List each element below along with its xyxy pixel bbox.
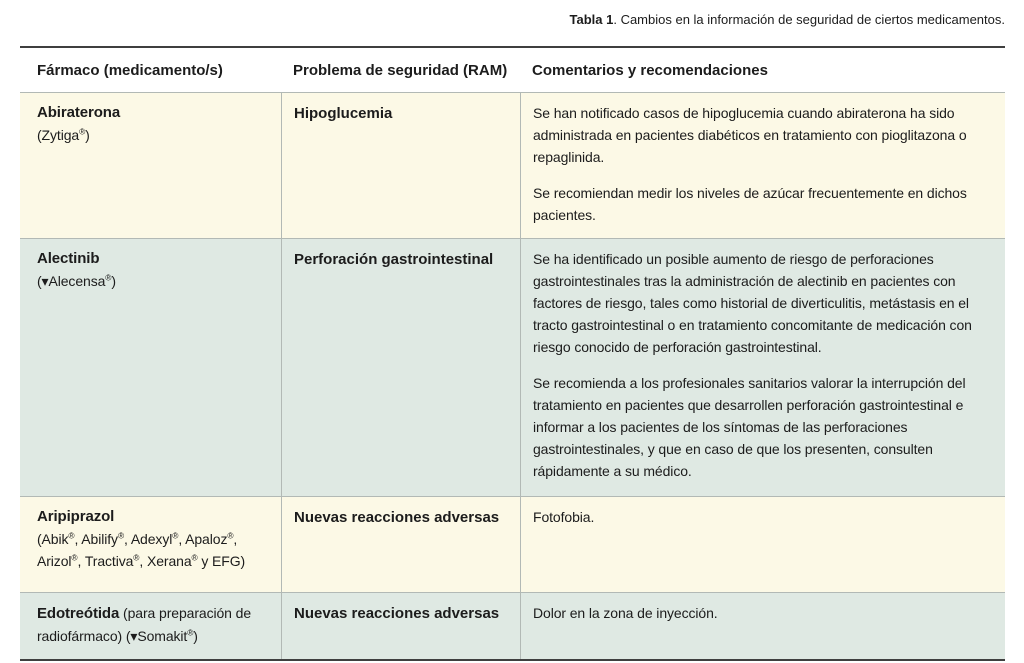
drug-cell — [20, 239, 281, 496]
safety-problem: Hipoglucemia — [294, 105, 393, 122]
drug-cell — [20, 593, 281, 659]
comments-cell — [520, 593, 1005, 659]
safety-problem: Perforación gastrointestinal — [294, 251, 494, 268]
safety-problem-cell — [281, 93, 520, 238]
comment-paragraph: Se recomiendan medir los niveles de azúcar frecuentemente en dichos pacientes. — [533, 185, 967, 223]
comment-paragraph: Se recomienda a los profesionales sanitarios valorar la interrupción del tratamiento en pacientes que desarrollen perforación gastrointestinal e informar a los pacientes de los síntomas de las perforaciones gastrointestinales, y que en caso de que los presenten, consulten rápidamente a su médico. — [533, 375, 966, 479]
table-header-row — [20, 48, 1005, 92]
drug-name: Alectinib — [37, 250, 100, 267]
drug-name: Abiraterona — [37, 104, 121, 121]
drug-name: Edotreótida — [37, 605, 120, 622]
table-row-aripiprazol — [20, 496, 1005, 592]
comment-paragraph: Dolor en la zona de inyección. — [533, 605, 718, 621]
drug-brand-names: (▾Alecensa®) — [37, 272, 116, 289]
medication-safety-table — [20, 46, 1005, 661]
table-row-alectinib — [20, 238, 1005, 496]
safety-problem: Nuevas reacciones adversas — [294, 605, 500, 622]
comments-cell — [520, 93, 1005, 238]
comment-paragraph: Se han notificado casos de hipoglucemia cuando abiraterona ha sido administrada en pacientes diabéticos en tratamiento con pioglitazona o repaglinida. — [533, 105, 967, 165]
table-row-edotreotida — [20, 592, 1005, 659]
table-caption-text: . Cambios en la información de seguridad de ciertos medicamentos. — [613, 12, 1005, 27]
comments-cell — [520, 497, 1005, 592]
header-cell-problema: Problema de seguridad (RAM) — [293, 62, 508, 79]
drug-cell — [20, 497, 281, 592]
header-cell-farmaco: Fármaco (medicamento/s) — [37, 62, 223, 79]
table-caption — [570, 12, 1006, 28]
drug-brand-names: (Abik®, Abilify®, Adexyl®, Apaloz®, Arizol®, Tractiva®, Xerana® y EFG) — [37, 530, 246, 569]
drug-name: Aripiprazol — [37, 508, 115, 525]
table-row-abiraterona — [20, 92, 1005, 238]
header-cell-comentarios: Comentarios y recomendaciones — [532, 62, 768, 79]
comment-paragraph: Fotofobia. — [533, 509, 595, 525]
drug-brand-names: (para preparación de radiofármaco) (▾Somakit®) — [37, 605, 252, 644]
safety-problem-cell — [281, 497, 520, 592]
drug-cell — [20, 93, 281, 238]
safety-problem-cell — [281, 239, 520, 496]
table-caption-number: Tabla 1 — [569, 12, 614, 27]
comment-paragraph: Se ha identificado un posible aumento de riesgo de perforaciones gastrointestinales tras la administración de alectinib en pacientes con factores de riesgo, tales como historial de diverticulitis, metástasis en el tracto gastrointestinal o en tratamiento concomitante de medicación con riesgo conocido de perforación gastrointestinal. — [533, 251, 972, 355]
drug-brand-names: (Zytiga®) — [37, 126, 90, 143]
comments-cell — [520, 239, 1005, 496]
safety-problem-cell — [281, 593, 520, 659]
safety-problem: Nuevas reacciones adversas — [294, 509, 500, 526]
